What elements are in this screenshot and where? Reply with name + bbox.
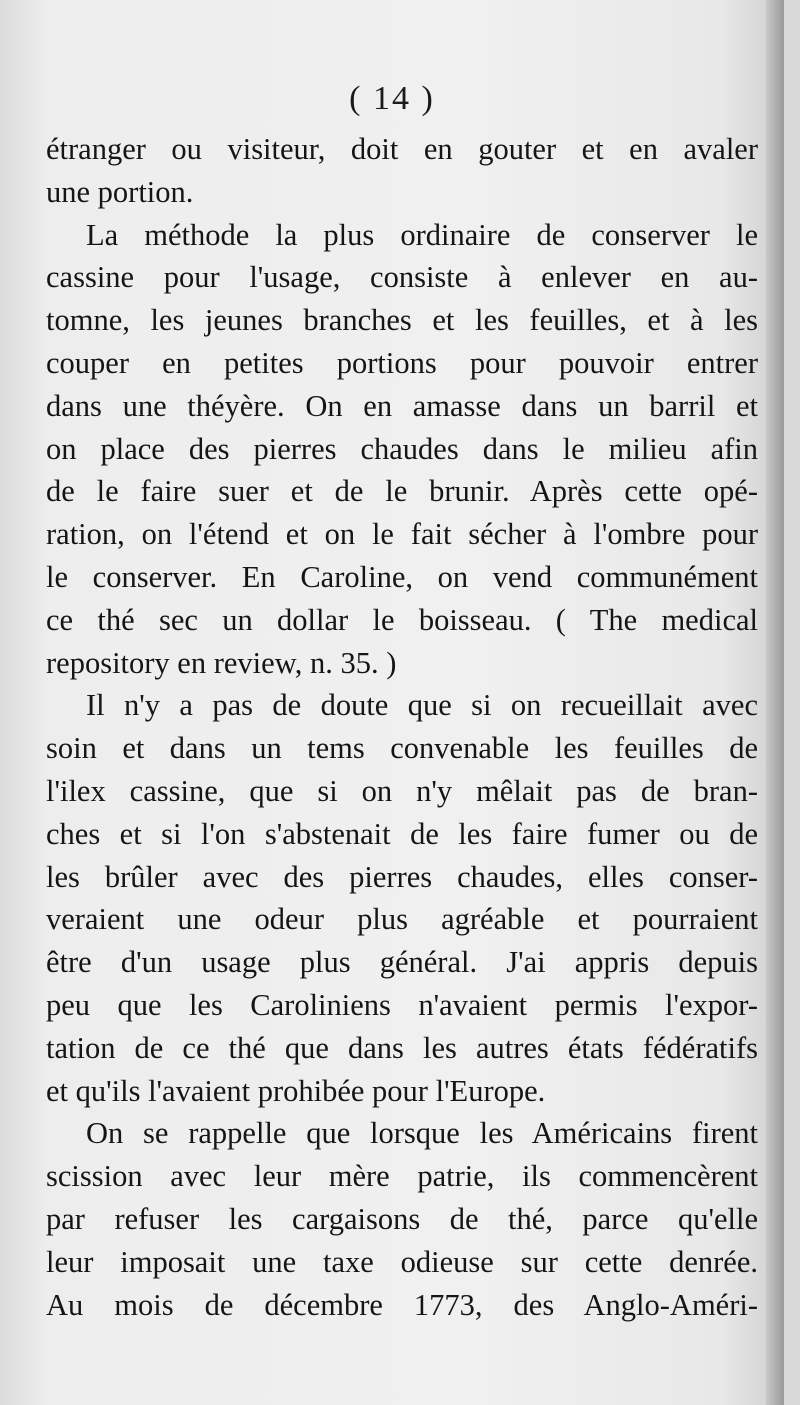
text-line: le conserver. En Caroline, on vend communément (46, 559, 758, 594)
text-line: tation de ce thé que dans les autres états fédératifs (46, 1030, 758, 1065)
text-line: scission avec leur mère patrie, ils commencèrent (46, 1159, 758, 1194)
text-line: Il n'y a pas de doute que si on recueillait avec (86, 688, 758, 723)
text-line: par refuser les cargaisons de thé, parce qu'elle (46, 1201, 758, 1236)
text-line: de le faire suer et de le brunir. Après cette opé- (46, 474, 758, 509)
text-line: leur imposait une taxe odieuse sur cette denrée. (46, 1244, 758, 1279)
text-line: les brûler avec des pierres chaudes, elles conser- (46, 859, 758, 894)
body-text (46, 128, 758, 1326)
text-line: on place des pierres chaudes dans le milieu afin (46, 431, 758, 466)
text-line: veraient une odeur plus agréable et pourraient (46, 902, 758, 937)
text-line: ches et si l'on s'abstenait de les faire fumer ou de (46, 816, 758, 851)
text-line: couper en petites portions pour pouvoir entrer (46, 345, 758, 380)
text-line: cassine pour l'usage, consiste à enlever en au- (46, 260, 758, 295)
text-line: l'ilex cassine, que si on n'y mêlait pas de bran- (46, 773, 758, 808)
text-line: La méthode la plus ordinaire de conserver le (86, 217, 758, 252)
text-line: étranger ou visiteur, doit en gouter et en avaler (46, 132, 758, 166)
page-edge-shadow (766, 0, 784, 1405)
text-line: et qu'ils l'avaient prohibée pour l'Europe. (46, 1073, 546, 1108)
text-line: Au mois de décembre 1773, des Anglo-Améri- (46, 1287, 758, 1322)
text-line: ration, on l'étend et on le fait sécher à l'ombre pour (46, 517, 758, 552)
text-line: soin et dans un tems convenable les feuilles de (46, 731, 758, 766)
text-line: peu que les Caroliniens n'avaient permis l'expor- (46, 987, 758, 1022)
text-line: repository en review, n. 35. ) (46, 645, 397, 680)
page-number: ( 14 ) (349, 80, 435, 117)
text-line: ce thé sec un dollar le boisseau. ( The medical (46, 602, 758, 637)
text-line: dans une théyère. On en amasse dans un barril et (46, 388, 758, 423)
text-line: être d'un usage plus général. J'ai appris depuis (46, 945, 758, 980)
text-line: On se rappelle que lorsque les Américains firent (86, 1116, 758, 1151)
text-line: une portion. (46, 174, 194, 209)
text-line: tomne, les jeunes branches et les feuilles, et à les (46, 303, 758, 338)
